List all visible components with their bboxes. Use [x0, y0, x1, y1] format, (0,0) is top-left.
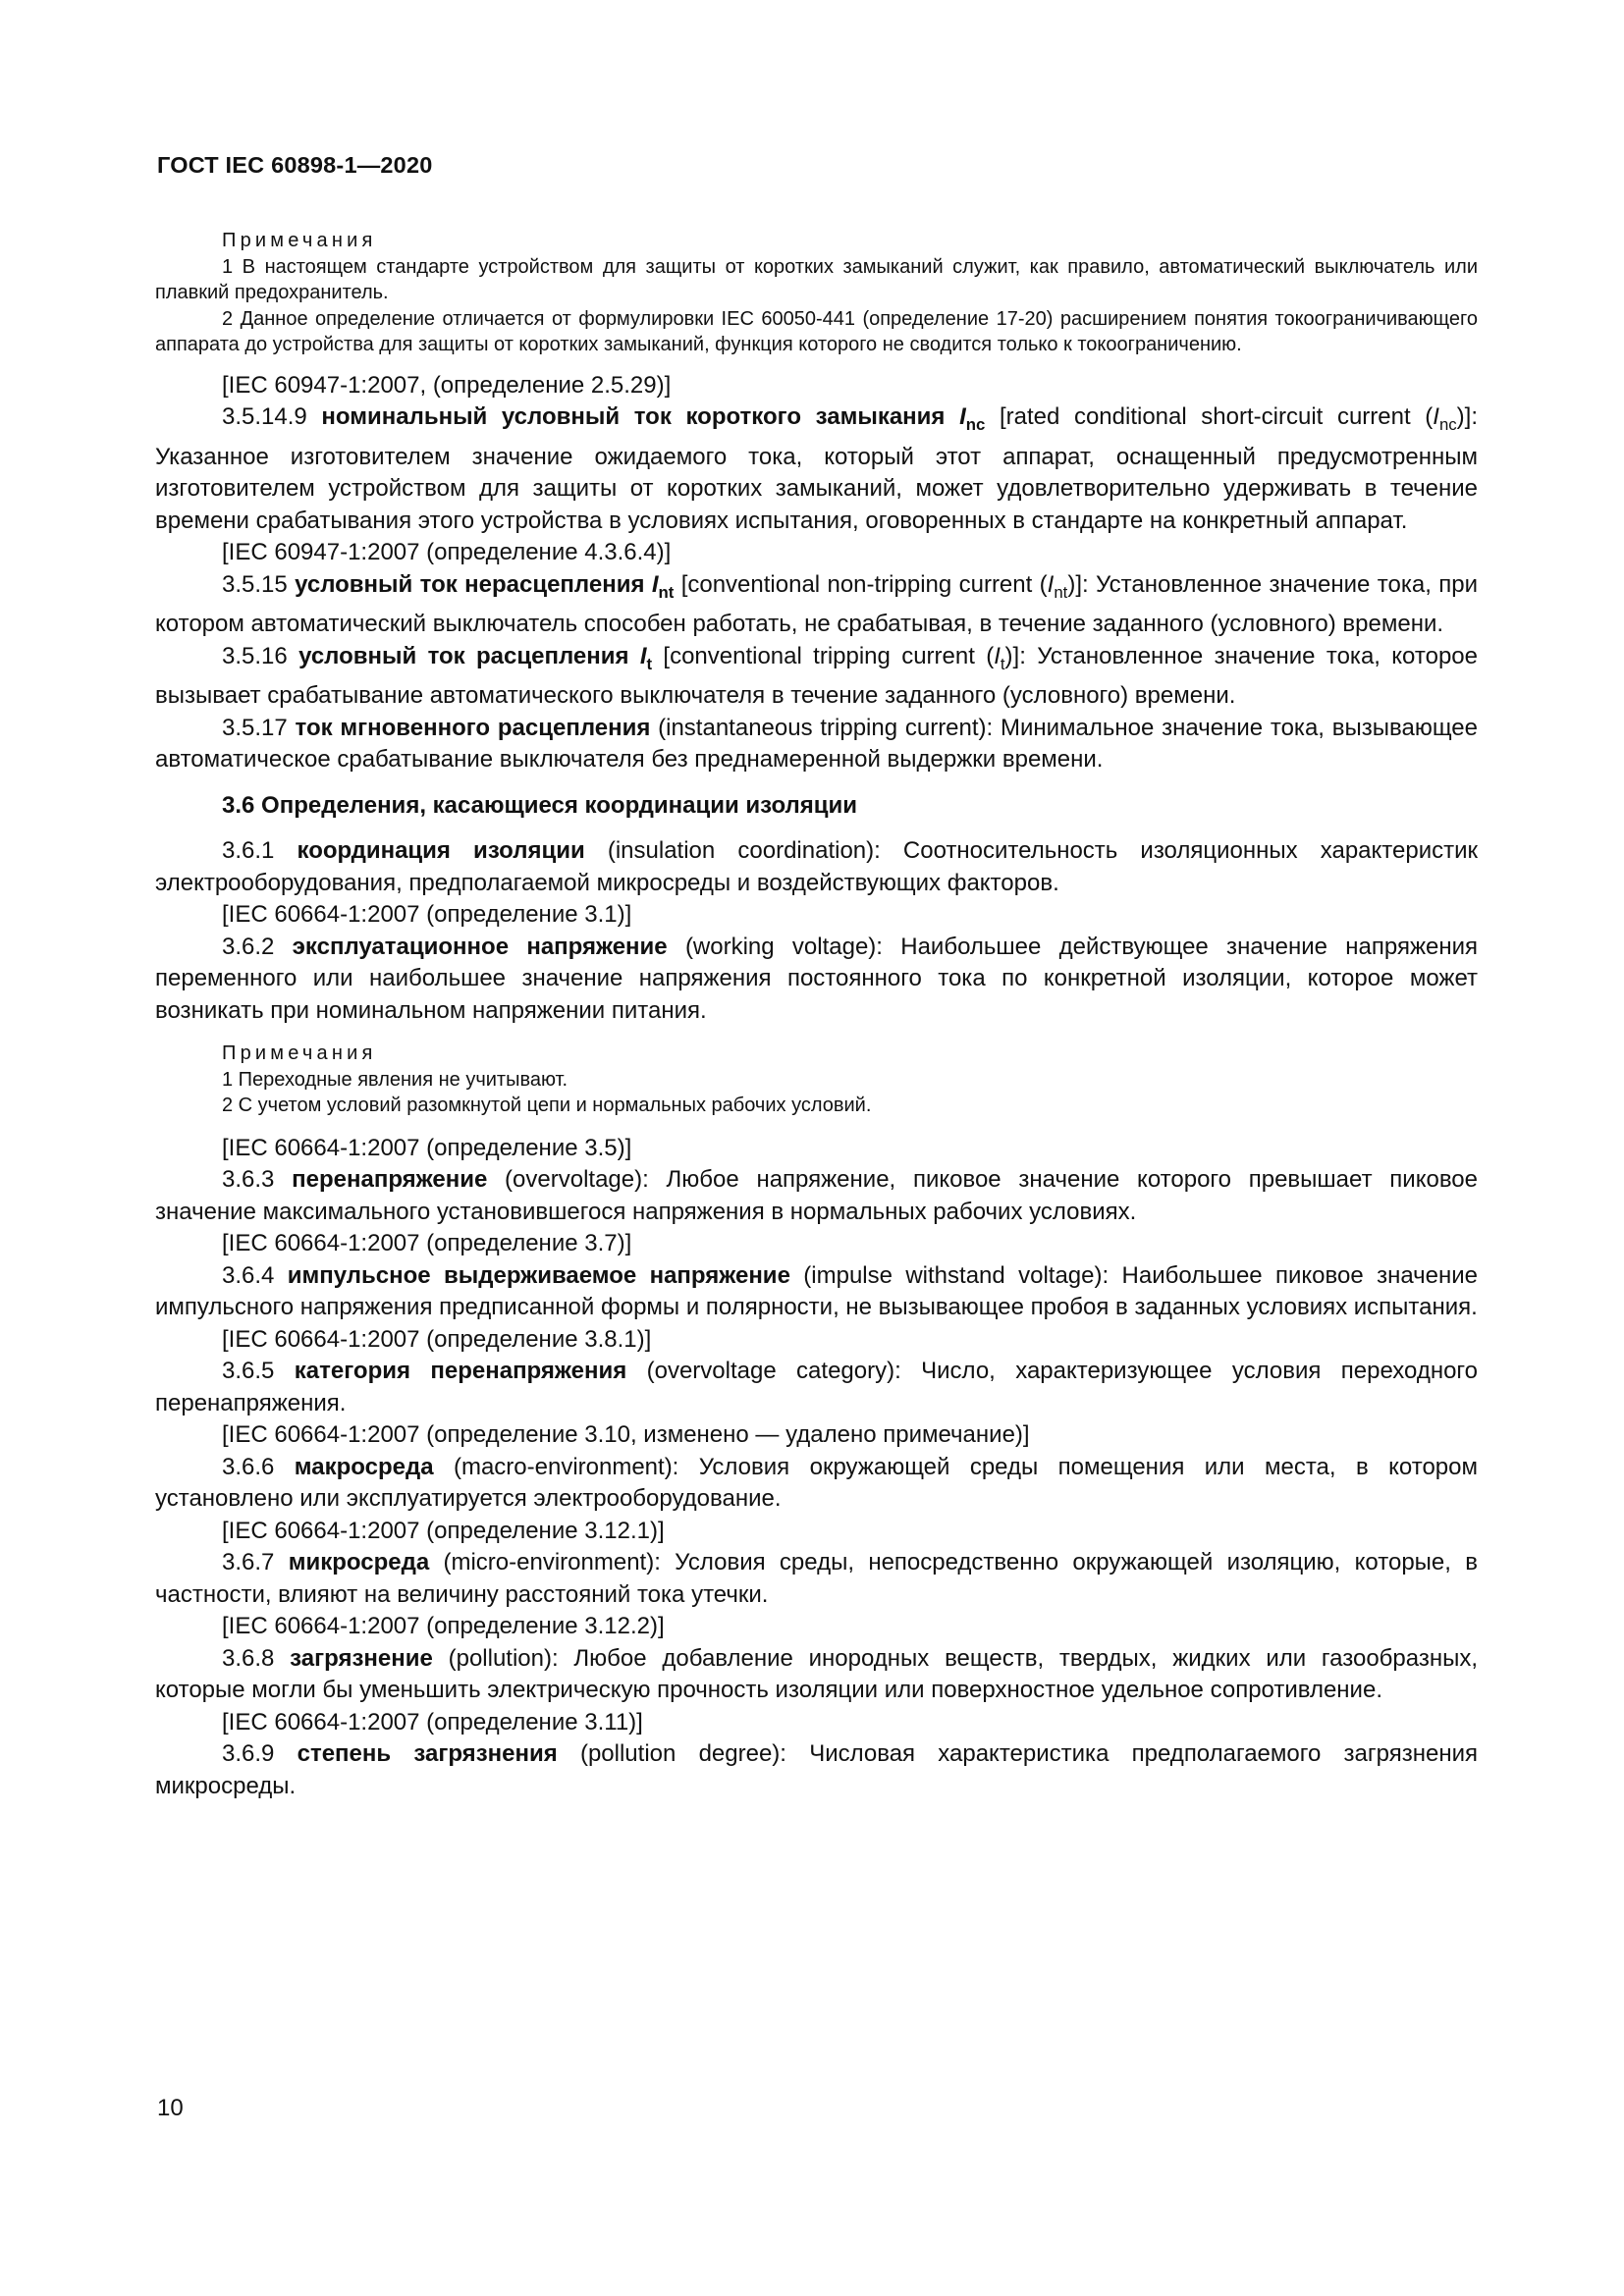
reference: [IEC 60664-1:2007 (определение 3.12.2)] [222, 1613, 665, 1639]
definition-number: 3.5.14.9 [222, 403, 322, 430]
notes-title: Примечания [222, 230, 377, 251]
definition-3-6-9 [155, 1738, 1478, 1802]
definition-text: (working voltage): Наибольшее действующее значение напряжения переменного или наибольшее значение напряжения постоянного тока по конкретной изоляции, которое может возникать при номинальном напряжении питания. [155, 933, 1479, 1024]
definition-3-5-14-9 [155, 401, 1478, 537]
definition-text: [conventional tripping current ( [652, 642, 995, 669]
definition-text: (pollution): Любое добавление инородных веществ, твердых, жидких или газообразных, которые могли бы уменьшить электрическую прочность изоляции или поверхностное удельное сопротивление. [155, 1644, 1479, 1703]
definition-number: 3.5.15 [222, 570, 296, 598]
definition-number: 3.6.9 [222, 1740, 298, 1767]
note-item-2: 2 Данное определение отличается от формулировки IEC 60050-441 (определение 17-20) расширением понятия токоограничивающего аппарата до устройства для защиты от коротких замыканий, функция которого не сводится только к токоограничению. [155, 307, 1478, 355]
definition-term: макросреда [294, 1453, 434, 1480]
definition-text: (overvoltage): Любое напряжение, пиковое значение которого превышает пиковое значение максимального установившегося напряжения в нормальных рабочих условиях. [155, 1166, 1479, 1225]
definition-text: (impulse withstand voltage): Наибольшее пиковое значение импульсного напряжения предписанной формы и полярности, не вызывающее пробоя в заданных условиях испытания. [155, 1261, 1479, 1320]
document-header: ГОСТ IEC 60898-1—2020 [157, 152, 433, 178]
definition-text: )]: Установленное значение тока, которое вызывает срабатывание автоматического выключателя в течение заданного (условного) времени. [155, 642, 1478, 709]
inline-symbol: $I_{nc}$ [1433, 403, 1457, 434]
definition-text: (insulation coordination): Соотносительность изоляционных характеристик электрооборудования, предполагаемой микросреды и воздействующих факторов. [155, 837, 1479, 896]
reference: [IEC 60947-1:2007 (определение 4.3.6.4)] [222, 539, 672, 565]
definition-term: условный ток нерасцепления [295, 570, 652, 598]
definition-3-6-8 [155, 1643, 1478, 1707]
definition-3-6-1 [155, 835, 1478, 899]
inline-symbol: $I_{nt}$ [1047, 570, 1068, 602]
reference: [IEC 60664-1:2007 (определение 3.7)] [222, 1230, 632, 1256]
definition-3-6-3 [155, 1164, 1478, 1228]
notes-block-2 [155, 1041, 1478, 1119]
definition-term: степень загрязнения [297, 1740, 558, 1767]
definition-number: 3.6.4 [222, 1261, 288, 1289]
definition-3-6-5 [155, 1356, 1478, 1419]
definition-term: импульсное выдерживаемое напряжение [287, 1261, 790, 1289]
term-symbol: $I_t$ [639, 642, 653, 673]
term-symbol: $I_{nc}$ [959, 403, 986, 434]
page-content [155, 228, 1478, 1802]
notes-block-1 [155, 228, 1478, 358]
definition-term: ток мгновенного расцепления [295, 714, 651, 741]
definition-number: 3.6.3 [222, 1166, 293, 1193]
definition-3-5-15 [155, 569, 1478, 641]
definition-text: )]: Установленное значение тока, при котором автоматический выключатель способен работать, не срабатывая, в течение заданного (условного) времени. [155, 570, 1478, 637]
note-item-1: 1 В настоящем стандарте устройством для защиты от коротких замыканий служит, как правило, автоматический выключатель или плавкий предохранитель. [155, 255, 1478, 303]
definition-text: (macro-environment): Условия окружающей среды помещения или места, в котором установлено или эксплуатируется электрооборудование. [155, 1453, 1479, 1512]
definition-number: 3.6.1 [222, 837, 298, 864]
notes-title: Примечания [222, 1042, 377, 1064]
section-heading: 3.6 Определения, касающиеся координации изоляции [222, 791, 858, 819]
definition-term: перенапряжение [292, 1166, 488, 1193]
definition-text: [rated conditional short-circuit current ( [985, 403, 1434, 430]
note-item-2: 2 С учетом условий разомкнутой цепи и нормальных рабочих условий. [222, 1095, 872, 1116]
reference: [IEC 60664-1:2007 (определение 3.11)] [222, 1708, 643, 1735]
definition-3-6-2 [155, 932, 1478, 1028]
definition-3-5-16 [155, 641, 1478, 713]
definition-number: 3.6.6 [222, 1453, 295, 1480]
reference: [IEC 60664-1:2007 (определение 3.10, изменено — удалено примечание)] [222, 1421, 1030, 1448]
definition-text: )]: Указанное изготовителем значение ожидаемого тока, который этот аппарат, оснащенный предусмотренным изготовителем устройством для защиты от коротких замыканий, может удовлетворительно удерживать в течение времени срабатывания этого устройства в условиях испытания, оговоренных в стандарте на конкретный аппарат. [155, 403, 1478, 534]
definition-number: 3.6.7 [222, 1549, 289, 1575]
definition-number: 3.6.2 [222, 933, 293, 960]
definition-text: (overvoltage category): Число, характеризующее условия переходного перенапряжения. [155, 1358, 1479, 1416]
definition-term: категория перенапряжения [294, 1358, 627, 1384]
reference: [IEC 60664-1:2007 (определение 3.5)] [222, 1134, 632, 1161]
definition-term: эксплуатационное напряжение [292, 933, 668, 960]
definition-text: [conventional non-tripping current ( [674, 570, 1048, 598]
definition-number: 3.5.16 [222, 642, 299, 669]
definition-number: 3.6.5 [222, 1358, 295, 1384]
definition-term: микросреда [288, 1549, 430, 1575]
definition-3-6-7 [155, 1547, 1478, 1611]
definition-number: 3.6.8 [222, 1644, 291, 1672]
reference: [IEC 60664-1:2007 (определение 3.8.1)] [222, 1325, 652, 1353]
definition-text: (instantaneous tripping current): Минимальное значение тока, вызывающее автоматическое срабатывание выключателя без преднамеренной выдержки времени. [155, 714, 1478, 773]
reference: [IEC 60664-1:2007 (определение 3.12.1)] [222, 1517, 665, 1544]
definition-term: условный ток расцепления [298, 642, 640, 669]
definition-3-5-17 [155, 713, 1478, 776]
reference: [IEC 60664-1:2007 (определение 3.1)] [222, 901, 632, 928]
definition-3-6-6 [155, 1452, 1478, 1516]
inline-symbol: $I_t$ [994, 642, 1005, 673]
definition-text: (micro-environment): Условия среды, непосредственно окружающей изоляцию, которые, в частности, влияют на величину расстояний тока утечки. [155, 1549, 1479, 1608]
definition-term: координация изоляции [297, 837, 585, 864]
note-item-1: 1 Переходные явления не учитывают. [222, 1068, 568, 1091]
reference: [IEC 60947-1:2007, (определение 2.5.29)] [222, 371, 672, 399]
definition-term: номинальный условный ток короткого замыкания [321, 403, 960, 430]
definition-term: загрязнение [290, 1644, 433, 1672]
term-symbol: $I_{nt}$ [651, 570, 675, 602]
definition-number: 3.5.17 [222, 714, 296, 741]
page-number: 10 [157, 2095, 184, 2121]
definition-text: (pollution degree): Числовая характеристика предполагаемого загрязнения микросреды. [155, 1740, 1478, 1799]
definition-3-6-4 [155, 1260, 1478, 1324]
